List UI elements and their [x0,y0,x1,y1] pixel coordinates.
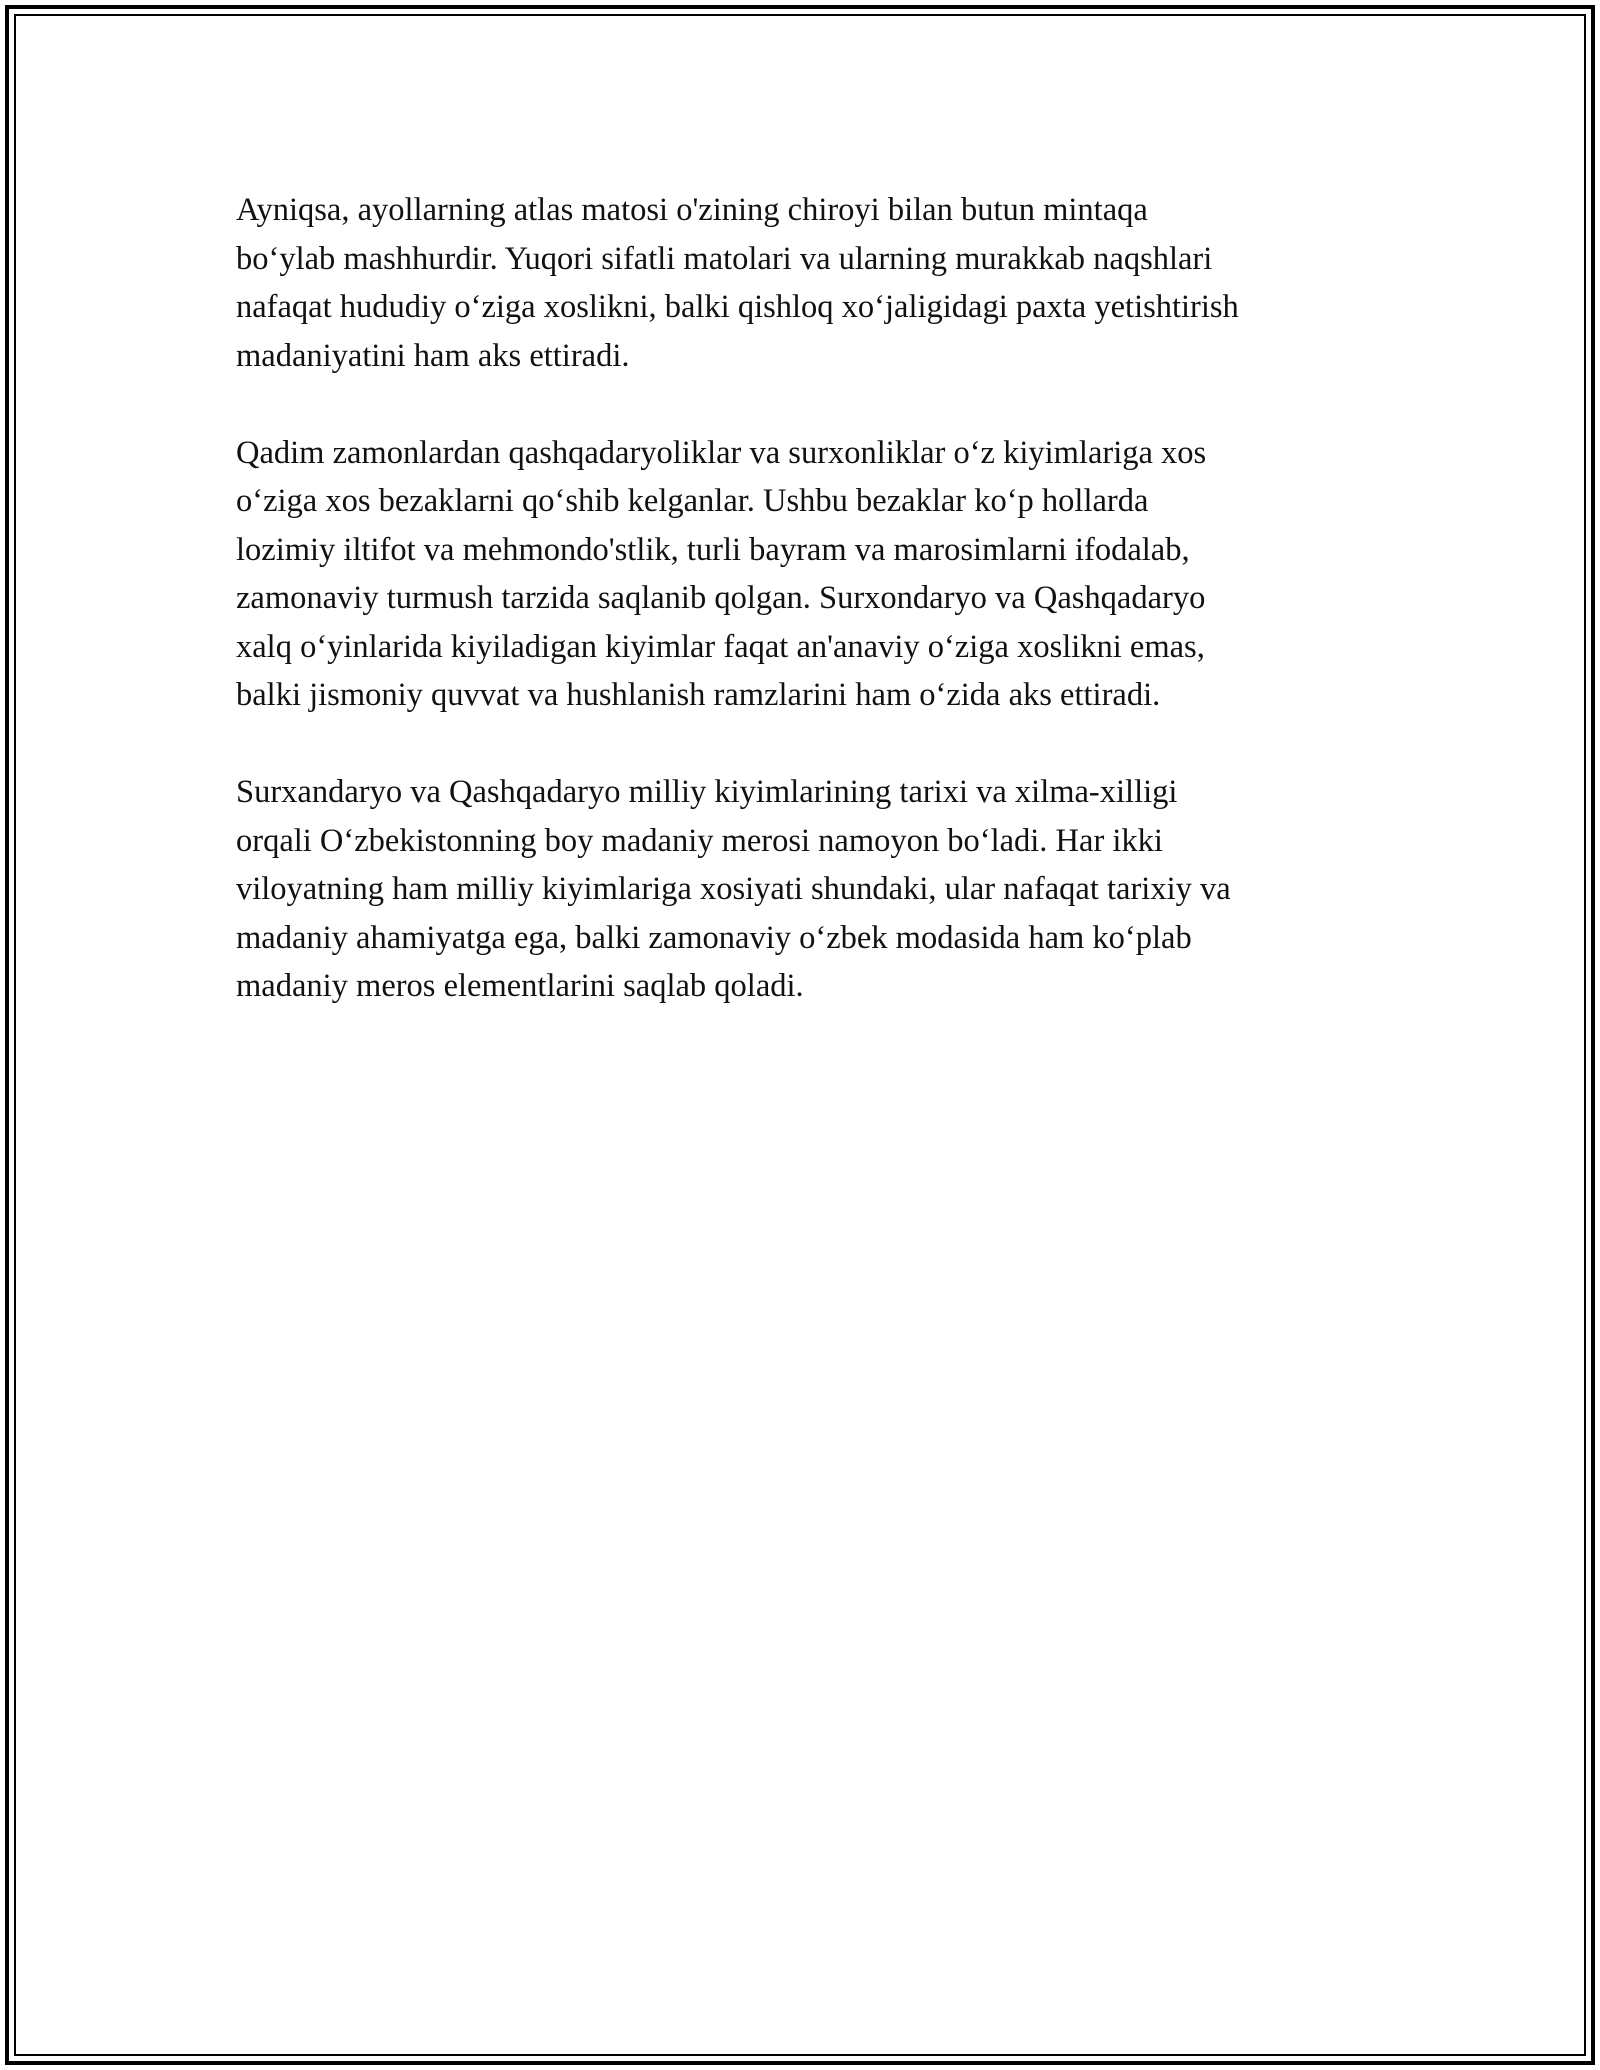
paragraph-line: Surxandaryo va Qashqadaryo milliy kiyimlarining tarixi va xilma-xilligi [236,774,1178,810]
paragraph-2 [236,429,1386,720]
document-body [236,186,1386,1059]
paragraph-3 [236,768,1386,1011]
paragraph-line: Qadim zamonlardan qashqadaryoliklar va surxonliklar o‘z kiyimlariga xos [236,434,1207,471]
paragraph-line: zamonaviy turmush tarzida saqlanib qolgan. Surxondaryo va Qashqadaryo [236,580,1206,616]
paragraph-line: lozimiy iltifot va mehmondo'stlik, turli bayram va marosimlarni ifodalab, [236,531,1190,568]
paragraph-line: o‘ziga xos bezaklarni qo‘shib kelganlar. Ushbu bezaklar ko‘p hollarda [236,483,1149,519]
paragraph-line: viloyatning ham milliy kiyimlariga xosiyati shundaki, ular nafaqat tarixiy va [236,871,1231,907]
paragraph-line: madaniyatini ham aks ettiradi. [236,337,630,374]
paragraph-line: bo‘ylab mashhurdir. Yuqori sifatli matolari va ularning murakkab naqshlari [236,240,1213,277]
paragraph-1 [236,186,1386,380]
paragraph-line: madaniy meros elementlarini saqlab qoladi. [236,968,804,1004]
paragraph-line: madaniy ahamiyatga ega, balki zamonaviy o‘zbek modasida ham ko‘plab [236,919,1192,956]
paragraph-line: xalq o‘yinlarida kiyiladigan kiyimlar faqat an'anaviy o‘ziga xoslikni emas, [236,628,1205,665]
paragraph-line: nafaqat hududiy o‘ziga xoslikni, balki qishloq xo‘jaligidagi paxta yetishtirish [236,289,1239,325]
paragraph-line: orqali O‘zbekistonning boy madaniy merosi namoyon bo‘ladi. Har ikki [236,822,1163,859]
paragraph-line: Ayniqsa, ayollarning atlas matosi o'zining chiroyi bilan butun mintaqa [236,192,1148,228]
paragraph-line: balki jismoniy quvvat va hushlanish ramzlarini ham o‘zida aks ettiradi. [236,677,1161,713]
